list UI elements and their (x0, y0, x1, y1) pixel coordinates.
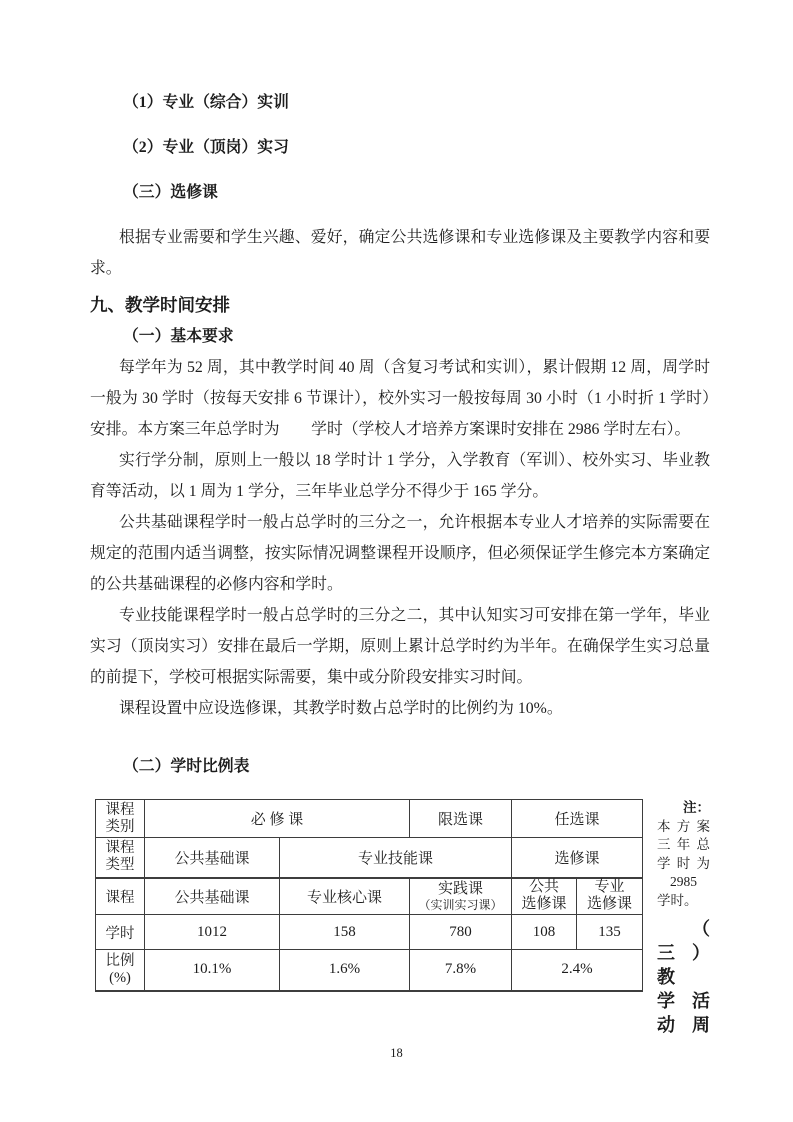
cell-percent-label: 比例 (%) (96, 950, 145, 991)
table-row-hours (96, 915, 643, 950)
document-content (90, 87, 710, 1037)
cell-limited-electives: 限选课 (410, 800, 512, 838)
margin-note (657, 799, 710, 1037)
cell-professional-skill: 专业技能课 (280, 838, 512, 878)
cell-hours-1: 1012 (145, 915, 280, 950)
paragraph-electives: 根据专业需要和学生兴趣、爱好，确定公共选修课和专业选修课及主要教学内容和要求。 (90, 229, 710, 277)
heading-elective-courses: （三）选修课 (123, 184, 218, 201)
cell-hours-2: 158 (280, 915, 410, 950)
cell-hours-3: 780 (410, 915, 512, 950)
cell-course-public-elective: 公共 选修课 (512, 878, 577, 915)
paragraph-credits: 实行学分制，原则上一般以 18 学时计 1 学分，入学教育（军训）、校外实习、毕业教育等活动，以 1 周为 1 学分，三年毕业总学分不得少于 165 学分。 (90, 452, 710, 500)
heading-teaching-activity-weeks: （ (692, 919, 710, 939)
heading-basic-requirements: （一）基本要求 (123, 328, 234, 345)
cell-course-public-basic: 公共基础课 (145, 878, 280, 915)
cell-percent-4: 2.4% (512, 950, 643, 991)
cell-type-label: 课程 类型 (96, 838, 145, 878)
cell-public-basic: 公共基础课 (145, 838, 280, 878)
heading-internship: （2）专业（顶岗）实习 (123, 139, 289, 156)
cell-course-label: 课程 (96, 878, 145, 915)
heading-practical-training: （1）专业（综合）实训 (123, 94, 289, 111)
cell-percent-1: 10.1% (145, 950, 280, 991)
cell-percent-3: 7.8% (410, 950, 512, 991)
table-row-category (96, 800, 643, 838)
cell-percent-2: 1.6% (280, 950, 410, 991)
cell-course-core: 专业核心课 (280, 878, 410, 915)
cell-required-courses: 必 修 课 (145, 800, 410, 838)
cell-course-prof-elective: 专业 选修课 (577, 878, 643, 915)
paragraph-elective-ratio: 课程设置中应设选修课，其教学时数占总学时的比例约为 10%。 (119, 700, 563, 717)
note-line: 学时。 (657, 892, 698, 908)
heading-teaching-activity-weeks: 学活 (657, 991, 710, 1011)
table-row-percent (96, 950, 643, 991)
cell-course-practice: 实践课 （实训实习课） (410, 878, 512, 915)
heading-hour-ratio-table: （二）学时比例表 (123, 758, 250, 775)
cell-free-electives: 任选课 (512, 800, 643, 838)
cell-hours-5: 135 (577, 915, 643, 950)
heading-teaching-activity-weeks: 三）教 (657, 943, 710, 987)
note-line: 本方案 (657, 818, 710, 834)
cell-hours-label: 学时 (96, 915, 145, 950)
table-row-course (96, 878, 643, 915)
note-line: 学时为 (657, 855, 710, 871)
hours-ratio-table (95, 799, 643, 992)
cell-category-label: 课程 类别 (96, 800, 145, 838)
heading-section-nine: 九、教学时间安排 (90, 295, 230, 315)
paragraph-public-courses: 公共基础课程学时一般占总学时的三分之一，允许根据本专业人才培养的实际需要在规定的范围内适当调整，按实际情况调整课程开设顺序，但必须保证学生修完本方案确定的公共基础课程的必修内容和学时。 (90, 514, 710, 593)
paragraph-skill-courses: 专业技能课程学时一般占总学时的三分之二，其中认知实习可安排在第一学年，毕业实习（顶岗实习）安排在最后一学期，原则上累计总学时约为半年。在确保学生实习总量的前提下，学校可根据实际需要，集中或分阶段安排实习时间。 (90, 607, 710, 686)
note-line: 三年总 (657, 837, 710, 852)
table-and-note (90, 799, 710, 1037)
page-number: 18 (390, 1046, 403, 1060)
cell-elective: 选修课 (512, 838, 643, 878)
table-row-type (96, 838, 643, 878)
cell-hours-4: 108 (512, 915, 577, 950)
note-line: 2985 (670, 874, 698, 889)
note-line: 注： (683, 800, 710, 815)
paragraph-weeks: 每学年为 52 周，其中教学时间 40 周（含复习考试和实训），累计假期 12 周，周学时一般为 30 学时（按每天安排 6 节课计），校外实习一般按每周 30 小时（1 小时折 1 学时）安排。本方案三年总学时为 学时（学校人才培养方案课时安排在 2986 学时左右）。 (90, 359, 710, 438)
heading-teaching-activity-weeks: 动周 (657, 1015, 710, 1035)
